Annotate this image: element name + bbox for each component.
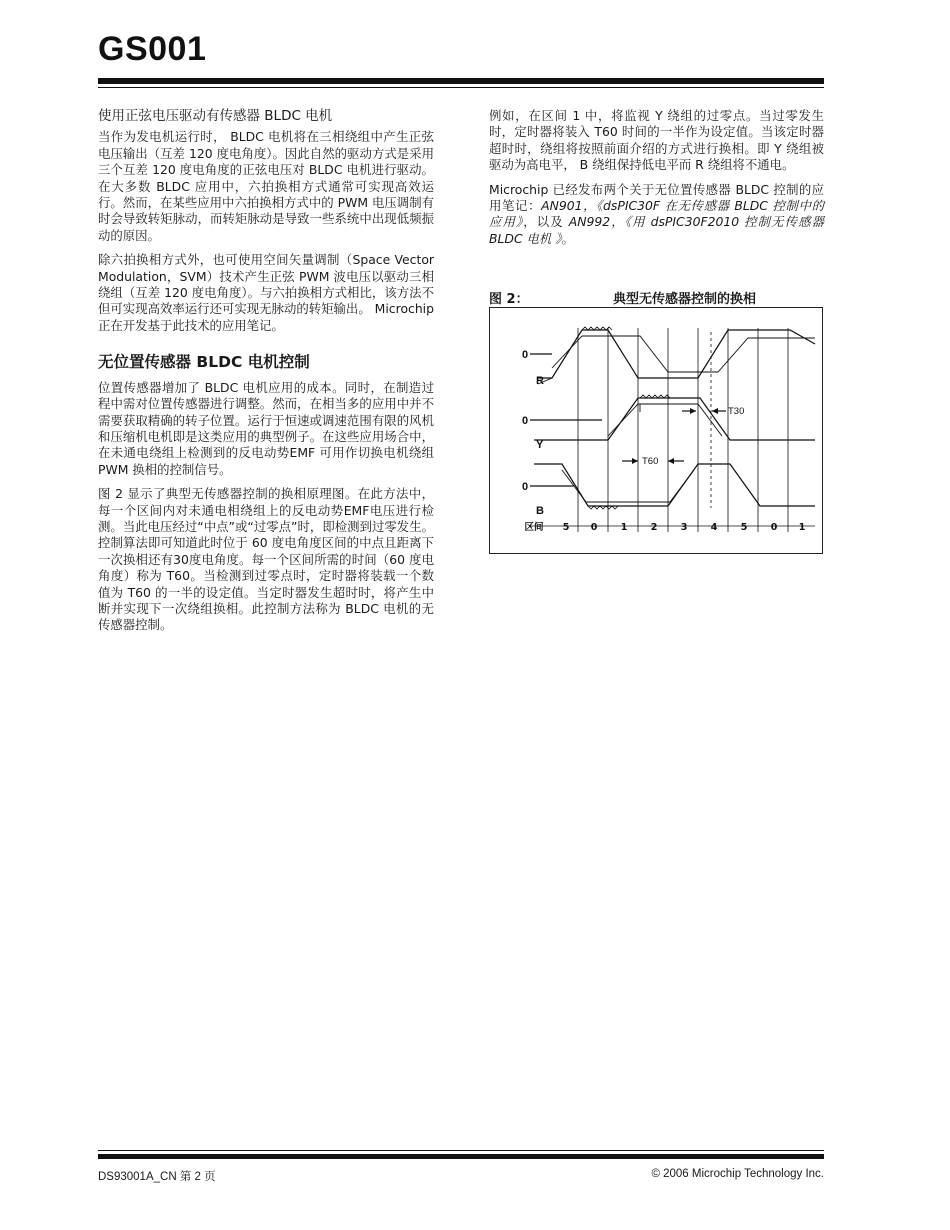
text: 。 [561,230,574,246]
paragraph: 当作为发电机运行时， BLDC 电机将在三相绕组中产生正弦电压输出（互差 120 度电角度）。因此自然的驱动方式是采用三个互差 120 度电角度的正弦电压对 BLDC 电机进行驱动。在大多数 BLDC 应用中，六拍换相方式通常可实现高效运行。然而，在某些应用中六拍换相方式中的 PWM 电压调制有时会导致转矩脉动，而转矩脉动是导致一些系统中出现低频振动的原因。 [98,129,434,243]
sector-label: 2 [650,522,658,533]
subheading: 使用正弦电压驱动有传感器 BLDC 电机 [98,108,333,124]
page-title: GS001 [98,30,207,68]
waveform-r [538,330,815,378]
figure-title: 典型无传感器控制的换相 [613,292,757,307]
t30-label: T30 [728,406,745,417]
sector-label: 3 [680,522,688,533]
paragraph: 除六拍换相方式外，也可使用空间矢量调制（Space Vector Modulation，SVM）技术产生正弦 PWM 波电压以驱动三相绕组（互差 120 度电角度）。与六拍换相方式相比，该方法不但可实现高效率运行还可实现无脉动的转矩输出。 Microchip 正在开发基于此技术的应用笔记。 [98,252,434,333]
phase-label-y: Y [536,439,544,451]
figure-caption [489,288,824,306]
header-rule [98,78,824,84]
paragraph: 位置传感器增加了 BLDC 电机应用的成本。同时，在制造过程中需对位置传感器进行调整。然而，在相当多的应用中并不需要获取精确的转子位置。运行于恒速或调速范围有限的风机和压缩机电机即是这类应用的典型例子。在这些应用场合中，在未通电绕组上检测到的反电动势EMF 可用作切换电机绕组 PWM 换相的控制信号。 [98,379,434,477]
sector-label: 5 [740,522,748,533]
sector-axis-label: 区间 [524,522,544,533]
right-column [489,108,824,255]
t60-label: T60 [642,456,659,467]
section-title: 无位置传感器 BLDC 电机控制 [98,353,310,372]
sector-labels [524,521,805,533]
paragraph: 图 2 显示了典型无传感器控制的换相原理图。在此方法中，每一个区间内对未通电相绕组上的反电动势EMF电压进行检测。当此电压经过“中点”或“过零点”时，即检测到过零发生。控制算法即可知道此时位于 60 度电角度区间的中点且距离下一次换相还有30度电角度。每一个区间所需的时间（60 度电角度）称为 T60。当检测到过零点时，定时器将装载一个数值为 T60 的一半的设定值。当定时器发生超时时，将产生中断并实现下一次绕组换相。此控制方法称为 BLDC 电机的无传感器控制。 [98,486,434,633]
figure-number: 图 2： [489,292,529,307]
sector-label: 0 [770,522,778,533]
footer-rule [98,1154,824,1159]
paragraph: 例如，在区间 1 中，将监视 Y 绕组的过零点。当过零发生时，定时器将装入 T60 时间的一半作为设定值。当该定时器超时时，绕组将按照前面介绍的方式进行换相。即 Y 绕组被驱动为高电平， B 绕组保持低电平而 R 绕组将不通电。 [489,108,824,173]
zero-label-r: 0 [522,349,529,361]
phase-label-b: B [536,505,544,517]
app-notes-paragraph [489,182,824,248]
waveform-y-back-emf [608,404,722,436]
sector-label: 1 [620,522,628,533]
text: ，以及 [523,214,569,230]
sector-label: 5 [562,522,570,533]
phase-label-r: R [536,375,544,387]
waveforms [530,327,815,532]
waveform-diagram [490,308,824,555]
app-note-an992: AN992，《用 dsPIC30F2010 控制无传感器 BLDC 电机 》 [489,214,824,246]
header-rule-thin [98,87,824,88]
footer-doc-id: DS93001A_CN 第 2 页 [98,1171,216,1183]
app-note-an901: AN901，《dsPIC30F 在无传感器 BLDC 控制中的应用》 [489,198,824,230]
waveform-r-back-emf [538,336,815,384]
footer-rule-thin [98,1150,824,1151]
footer-copyright: © 2006 Microchip Technology Inc. [651,1168,824,1180]
waveform-b [534,464,815,506]
commutation-figure [489,307,823,554]
sector-label: 4 [710,522,718,533]
zero-label-b: 0 [522,481,529,493]
text: Microchip 已经发布两个关于无位置传感器 BLDC 控制的应用笔记： [489,181,824,214]
left-column [98,108,434,642]
zero-label-y: 0 [522,415,529,427]
sector-label: 0 [590,522,598,533]
sector-label: 1 [798,522,806,533]
